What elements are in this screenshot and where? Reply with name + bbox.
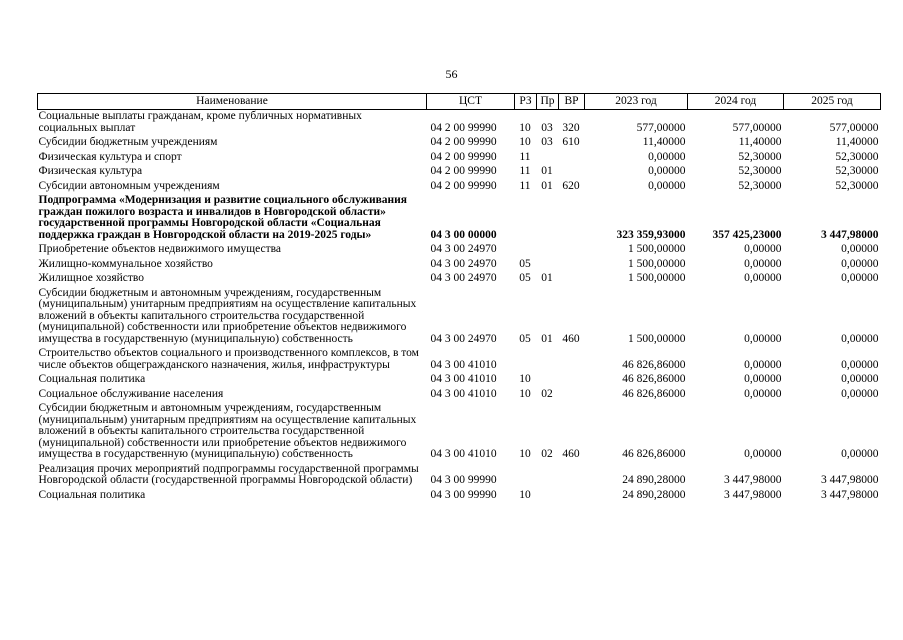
row-rz xyxy=(515,243,537,258)
row-2023: 24 890,28000 xyxy=(622,474,686,486)
row-pr xyxy=(537,373,559,388)
row-vr xyxy=(559,463,585,489)
row-rz: 10 xyxy=(519,387,531,400)
row-cst: 04 3 00 41010 xyxy=(430,373,497,385)
row-cst: 04 3 00 99990 xyxy=(430,488,497,501)
row-pr: 01 xyxy=(541,272,553,284)
row-pr: 01 xyxy=(541,179,553,192)
row-pr: 01 xyxy=(541,332,553,345)
table-row xyxy=(38,136,881,151)
row-rz: 11 xyxy=(519,150,531,163)
budget-table xyxy=(37,93,881,503)
table-row xyxy=(38,373,881,388)
row-vr xyxy=(559,388,585,403)
row-name: Социальная политика xyxy=(38,373,146,385)
row-rz: 05 xyxy=(519,272,531,284)
row-cst: 04 3 00 24970 xyxy=(430,332,497,345)
row-2024: 3 447,98000 xyxy=(724,474,782,486)
row-name: Жилищное хозяйство xyxy=(38,272,145,284)
header-name: Наименование xyxy=(38,94,427,110)
table-row xyxy=(38,180,881,195)
row-2023: 0,00000 xyxy=(648,179,686,192)
row-2024: 0,00000 xyxy=(744,358,782,371)
row-2023: 323 359,93000 xyxy=(616,228,686,241)
row-rz xyxy=(515,347,537,373)
header-vr: ВР xyxy=(559,94,585,110)
row-2025: 0,00000 xyxy=(841,448,879,460)
row-2024: 0,00000 xyxy=(744,332,782,345)
row-2025: 0,00000 xyxy=(841,358,879,371)
row-name: Субсидии бюджетным и автономным учреждениям, государственным (муниципальным) унитарным предприятиям на осуществление капитальных вложений в объекты капитального строительства государственной (муниципальной) собственности или приобретение объектов недвижимого имущества в государственную (муниципальную) собственность xyxy=(38,286,417,345)
row-2023: 24 890,28000 xyxy=(622,488,686,501)
row-pr xyxy=(537,194,559,243)
row-2025: 3 447,98000 xyxy=(821,474,879,486)
row-vr xyxy=(559,347,585,373)
row-pr xyxy=(537,151,559,166)
row-name: Подпрограмма «Модернизация и развитие социального обслуживания граждан пожилого возраста и инвалидов в Новгородской области» государственной программы Новгородской области «Социальная поддержка граждан в Новгородской области на 2019-2025 годы» xyxy=(38,194,408,241)
row-rz: 10 xyxy=(519,448,531,460)
row-vr: 320 xyxy=(562,121,580,134)
row-vr: 620 xyxy=(562,179,580,192)
row-cst: 04 3 00 41010 xyxy=(430,387,497,400)
row-2025: 577,00000 xyxy=(829,121,879,134)
row-2023: 1 500,00000 xyxy=(628,243,686,255)
row-cst: 04 3 00 00000 xyxy=(430,228,497,241)
row-pr xyxy=(537,243,559,258)
row-vr xyxy=(559,194,585,243)
row-pr xyxy=(537,347,559,373)
table-row xyxy=(38,287,881,348)
header-pr: Пр xyxy=(537,94,559,110)
table-row xyxy=(38,463,881,489)
row-2025: 0,00000 xyxy=(841,243,879,255)
row-2023: 1 500,00000 xyxy=(628,272,686,284)
row-2025: 0,00000 xyxy=(841,332,879,345)
row-2023: 46 826,86000 xyxy=(622,448,686,460)
row-2023: 1 500,00000 xyxy=(628,257,686,270)
row-vr xyxy=(559,151,585,166)
row-name: Социальное обслуживание населения xyxy=(38,387,224,400)
row-rz: 11 xyxy=(519,165,531,177)
row-vr: 460 xyxy=(562,448,580,460)
row-rz: 10 xyxy=(519,488,531,501)
row-cst: 04 3 00 41010 xyxy=(430,448,497,460)
row-vr xyxy=(559,258,585,273)
row-vr xyxy=(559,243,585,258)
row-cst: 04 3 00 24970 xyxy=(430,243,497,255)
row-cst: 04 2 00 99990 xyxy=(430,136,497,148)
row-2024: 0,00000 xyxy=(744,243,782,255)
row-2024: 0,00000 xyxy=(744,387,782,400)
row-rz: 05 xyxy=(519,332,531,345)
row-rz: 11 xyxy=(519,179,531,192)
row-name: Реализация прочих мероприятий подпрограммы государственной программы Новгородской области (государственной программы Новгородской области) xyxy=(38,462,419,486)
row-vr xyxy=(559,272,585,287)
header-2024: 2024 год xyxy=(688,94,784,110)
row-cst: 04 3 00 41010 xyxy=(430,358,497,371)
row-rz xyxy=(515,194,537,243)
row-2025: 52,30000 xyxy=(835,150,879,163)
table-row xyxy=(38,243,881,258)
row-2024: 357 425,23000 xyxy=(712,228,782,241)
row-2025: 3 447,98000 xyxy=(821,488,879,501)
row-2023: 0,00000 xyxy=(648,165,686,177)
row-2024: 3 447,98000 xyxy=(724,488,782,501)
row-2023: 46 826,86000 xyxy=(622,358,686,371)
row-2025: 0,00000 xyxy=(841,387,879,400)
row-pr: 03 xyxy=(541,121,553,134)
row-rz: 10 xyxy=(519,373,531,385)
row-cst: 04 2 00 99990 xyxy=(430,150,497,163)
row-pr: 03 xyxy=(541,136,553,148)
row-name: Физическая культура xyxy=(38,165,143,177)
row-name: Социальные выплаты гражданам, кроме публичных нормативных социальных выплат xyxy=(38,110,362,134)
row-2025: 11,40000 xyxy=(835,136,879,148)
table-row xyxy=(38,489,881,504)
row-rz: 05 xyxy=(519,257,531,270)
row-rz: 10 xyxy=(519,136,531,148)
row-pr: 01 xyxy=(541,165,553,177)
row-cst: 04 2 00 99990 xyxy=(430,121,497,134)
row-2024: 0,00000 xyxy=(744,448,782,460)
row-2024: 577,00000 xyxy=(732,121,782,134)
row-vr xyxy=(559,165,585,180)
row-name: Приобретение объектов недвижимого имущества xyxy=(38,243,281,255)
row-name: Жилищно-коммунальное хозяйство xyxy=(38,257,213,270)
header-rz: РЗ xyxy=(515,94,537,110)
row-2024: 0,00000 xyxy=(744,373,782,385)
row-2024: 0,00000 xyxy=(744,257,782,270)
row-2024: 52,30000 xyxy=(738,179,782,192)
row-name: Субсидии бюджетным учреждениям xyxy=(38,136,218,148)
table-row xyxy=(38,388,881,403)
row-2023: 46 826,86000 xyxy=(622,387,686,400)
row-2025: 0,00000 xyxy=(841,373,879,385)
row-pr xyxy=(537,463,559,489)
row-rz xyxy=(515,463,537,489)
table-row xyxy=(38,347,881,373)
table-row xyxy=(38,110,881,137)
row-2025: 52,30000 xyxy=(835,179,879,192)
row-cst: 04 3 00 99990 xyxy=(430,474,497,486)
row-2023: 1 500,00000 xyxy=(628,332,686,345)
table-body xyxy=(38,110,881,504)
row-2025: 0,00000 xyxy=(841,257,879,270)
row-2024: 0,00000 xyxy=(744,272,782,284)
table-row xyxy=(38,151,881,166)
row-2023: 11,40000 xyxy=(642,136,686,148)
row-2024: 52,30000 xyxy=(738,150,782,163)
table-row xyxy=(38,165,881,180)
row-name: Субсидии бюджетным и автономным учреждениям, государственным (муниципальным) унитарным предприятиям на осуществление капитальных вложений в объекты капитального строительства государственной (муниципальной) собственности или приобретение объектов недвижимого имущества в государственную (муниципальную) собственность xyxy=(38,402,417,460)
table-row xyxy=(38,194,881,243)
page-number: 56 xyxy=(445,67,458,81)
row-name: Субсидии автономным учреждениям xyxy=(38,179,220,192)
table-header xyxy=(38,94,881,110)
table-row xyxy=(38,258,881,273)
row-vr xyxy=(559,373,585,388)
row-2025: 0,00000 xyxy=(841,272,879,284)
table-row xyxy=(38,272,881,287)
row-vr: 460 xyxy=(562,332,580,345)
row-pr: 02 xyxy=(541,387,553,400)
row-2023: 0,00000 xyxy=(648,150,686,163)
row-rz: 10 xyxy=(519,121,531,134)
row-name: Строительство объектов социального и производственного комплексов, в том числе объектов общегражданского назначения, жилья, инфраструктуры xyxy=(38,347,419,371)
row-2025: 3 447,98000 xyxy=(821,228,879,241)
row-vr xyxy=(559,489,585,504)
row-cst: 04 3 00 24970 xyxy=(430,257,497,270)
row-cst: 04 3 00 24970 xyxy=(430,272,497,284)
row-pr xyxy=(537,258,559,273)
table-row xyxy=(38,402,881,463)
header-cst: ЦСТ xyxy=(427,94,515,110)
row-cst: 04 2 00 99990 xyxy=(430,179,497,192)
row-2023: 577,00000 xyxy=(636,121,686,134)
row-name: Социальная политика xyxy=(38,488,146,501)
header-2023: 2023 год xyxy=(585,94,688,110)
row-2024: 11,40000 xyxy=(738,136,782,148)
row-cst: 04 2 00 99990 xyxy=(430,165,497,177)
row-2024: 52,30000 xyxy=(738,165,782,177)
row-name: Физическая культура и спорт xyxy=(38,150,182,163)
row-2025: 52,30000 xyxy=(835,165,879,177)
header-2025: 2025 год xyxy=(784,94,881,110)
row-vr: 610 xyxy=(562,136,580,148)
row-pr xyxy=(537,489,559,504)
row-2023: 46 826,86000 xyxy=(622,373,686,385)
row-pr: 02 xyxy=(541,448,553,460)
